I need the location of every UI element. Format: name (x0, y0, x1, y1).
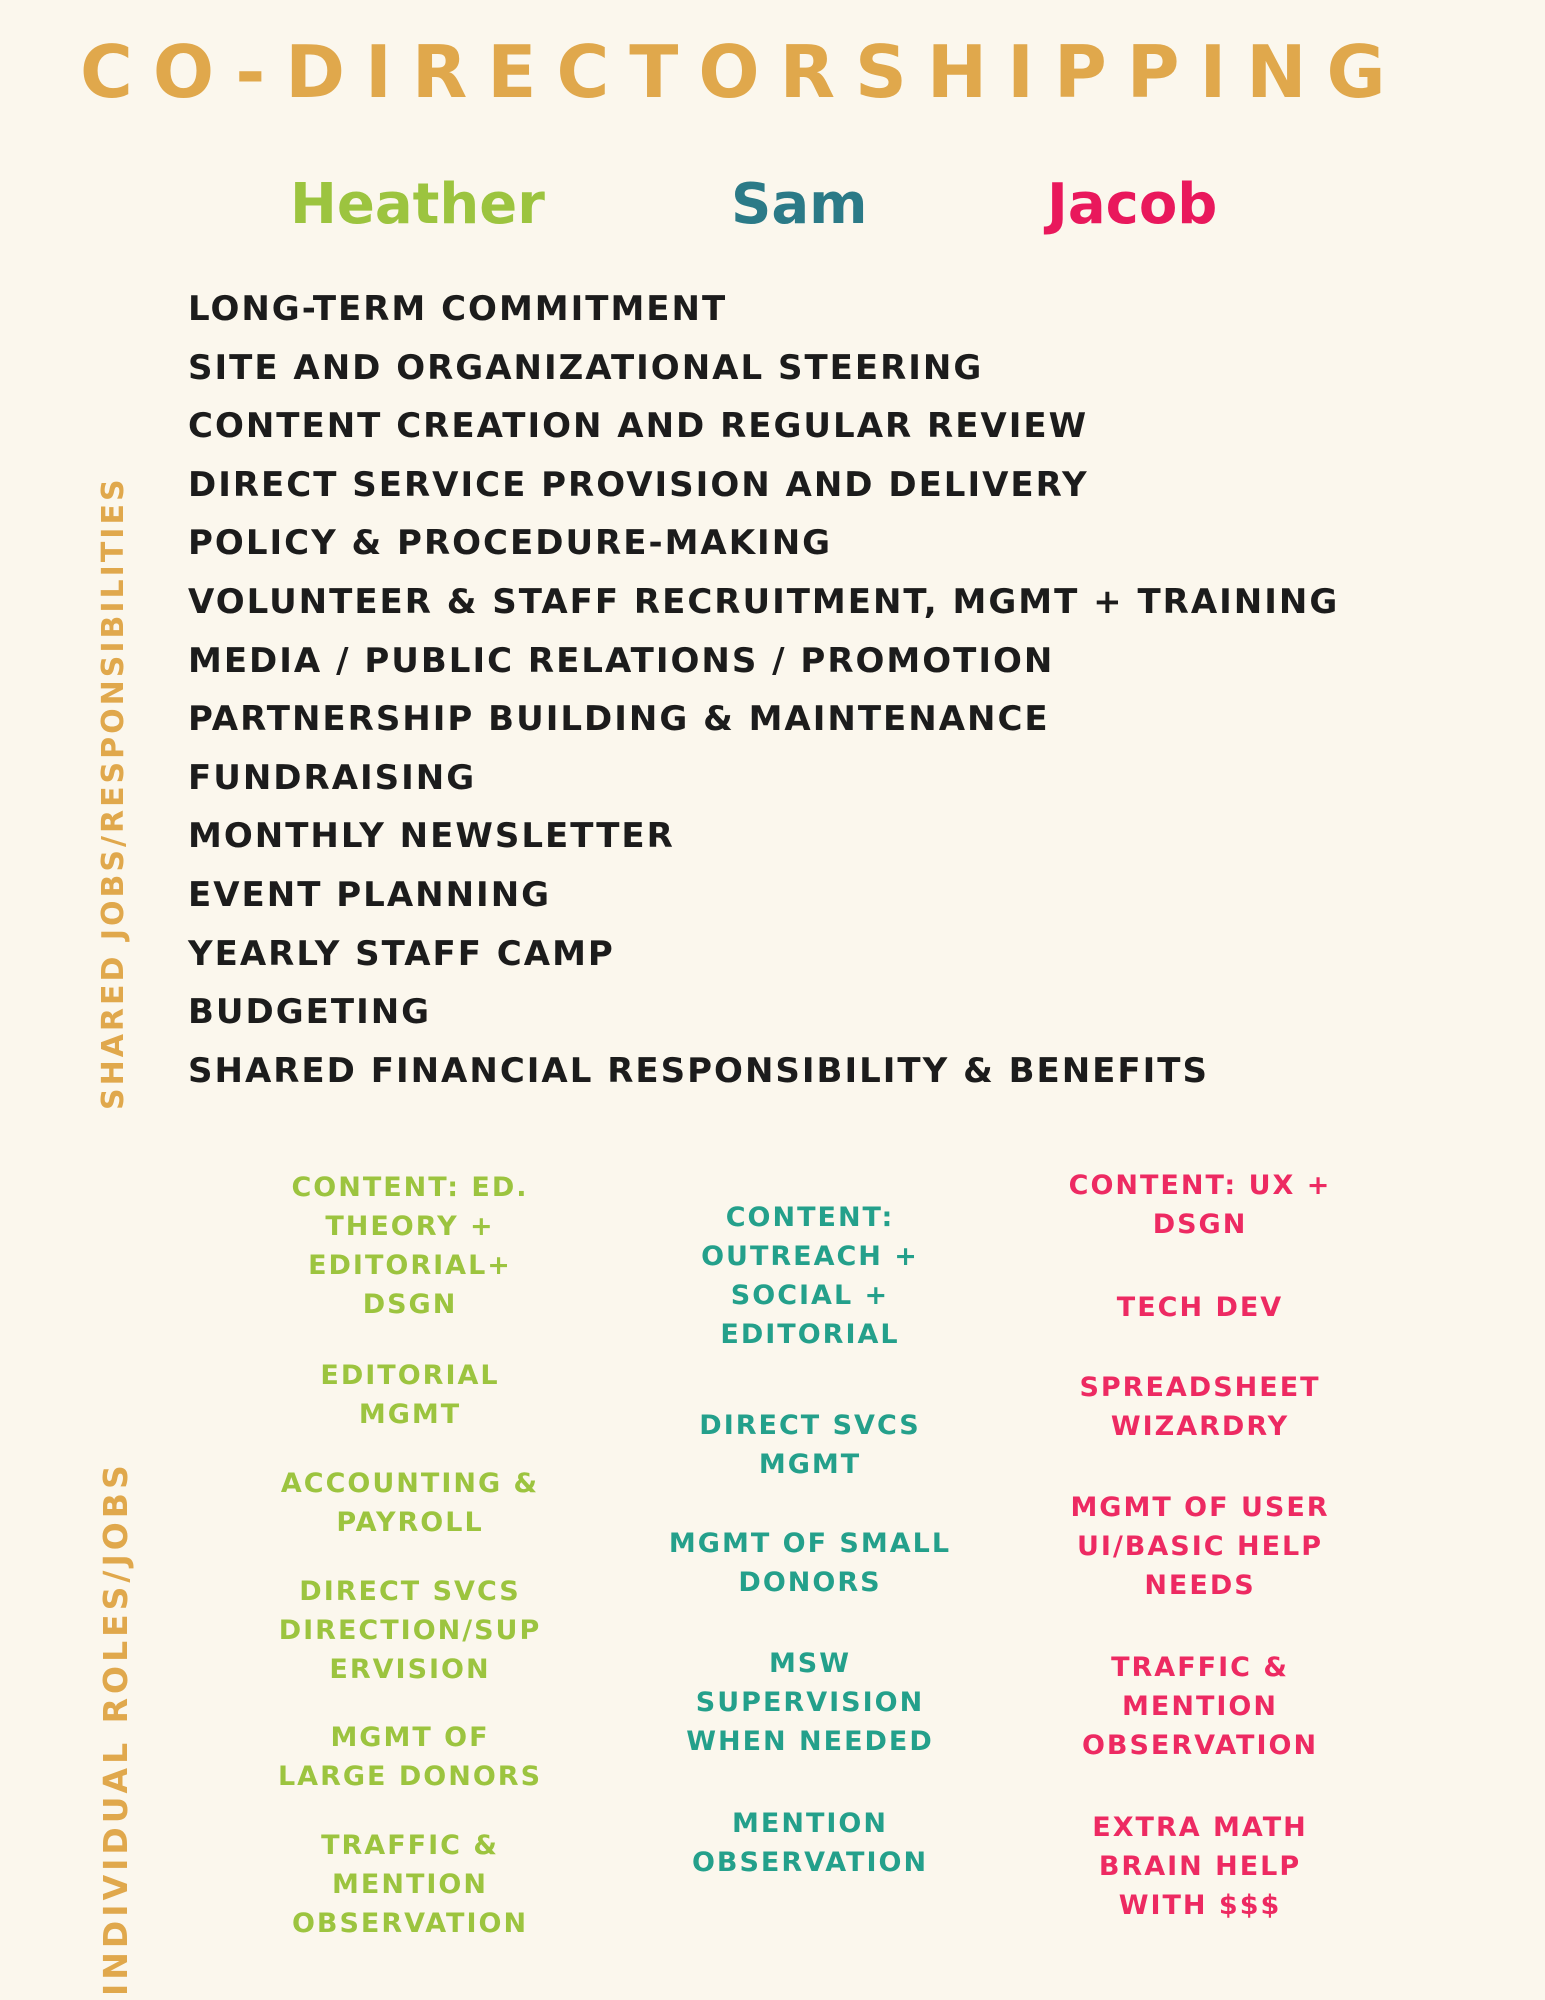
role-line: DONORS (738, 1567, 882, 1598)
role-line: MGMT (758, 1449, 862, 1480)
shared-job-item: YEARLY STAFF CAMP (188, 933, 615, 974)
role-line: WIZARDRY (1110, 1411, 1290, 1442)
shared-job-item: PARTNERSHIP BUILDING & MAINTENANCE (188, 699, 1050, 740)
role-line: OBSERVATION (291, 1908, 529, 1939)
shared-job-item: CONTENT CREATION AND REGULAR REVIEW (188, 406, 1089, 447)
shared-job-item: MEDIA / PUBLIC RELATIONS / PROMOTION (188, 640, 1055, 681)
role-line: SOCIAL + (730, 1280, 890, 1311)
role-line: OBSERVATION (1081, 1730, 1319, 1761)
role-line: BRAIN HELP (1098, 1851, 1302, 1882)
shared-job-item: DIRECT SERVICE PROVISION AND DELIVERY (188, 464, 1089, 505)
shared-jobs-list (188, 280, 1508, 1100)
person-name-sam: Sam (731, 172, 868, 237)
role-item (1030, 1488, 1370, 1605)
shared-job-item: POLICY & PROCEDURE-MAKING (188, 523, 833, 564)
role-line: DSGN (1152, 1209, 1248, 1240)
role-item (1030, 1166, 1370, 1244)
role-item (645, 1524, 975, 1602)
role-line: MGMT OF SMALL (668, 1528, 952, 1559)
role-line: WHEN NEEDED (686, 1726, 934, 1757)
role-line: TRAFFIC & (1111, 1652, 1289, 1683)
shared-job-item: BUDGETING (188, 992, 432, 1033)
role-line: OBSERVATION (691, 1847, 929, 1878)
role-line: PAYROLL (336, 1507, 484, 1538)
role-line: MGMT OF USER (1070, 1492, 1330, 1523)
role-line: CONTENT: (725, 1202, 895, 1233)
role-line: TRAFFIC & (321, 1830, 499, 1861)
role-line: DIRECTION/SUP (278, 1615, 542, 1646)
role-line: THEORY + (325, 1211, 495, 1242)
page-title: CO-DIRECTORSHIPPING (80, 30, 1406, 114)
role-line: DSGN (362, 1289, 458, 1320)
role-item (245, 1464, 575, 1542)
role-item (645, 1198, 975, 1354)
shared-job-item: SHARED FINANCIAL RESPONSIBILITY & BENEFITS (188, 1050, 1209, 1091)
role-line: CONTENT: UX + (1068, 1170, 1332, 1201)
shared-job-item: FUNDRAISING (188, 757, 477, 798)
role-item (1030, 1288, 1370, 1327)
role-item (1030, 1368, 1370, 1446)
role-line: OUTREACH + (701, 1241, 919, 1272)
role-item (1030, 1648, 1370, 1765)
role-line: CONTENT: ED. (291, 1172, 529, 1203)
role-item (245, 1826, 575, 1943)
role-line: SPREADSHEET (1079, 1372, 1321, 1403)
role-line: EDITORIAL (320, 1360, 500, 1391)
shared-job-item: SITE AND ORGANIZATIONAL STEERING (188, 347, 984, 388)
role-item (245, 1572, 575, 1689)
role-line: LARGE DONORS (277, 1761, 543, 1792)
role-line: MENTION (1122, 1691, 1278, 1722)
role-line: EDITORIAL+ (308, 1250, 512, 1281)
role-line: MENTION (732, 1808, 888, 1839)
role-item (645, 1644, 975, 1761)
role-line: UI/BASIC HELP (1076, 1531, 1324, 1562)
shared-section-label: SHARED JOBS/RESPONSIBILITIES (96, 476, 131, 1110)
role-item (245, 1168, 575, 1324)
role-line: EXTRA MATH (1092, 1812, 1308, 1843)
role-line: WITH $$$ (1118, 1890, 1282, 1921)
role-line: NEEDS (1144, 1570, 1256, 1601)
role-line: ERVISION (329, 1654, 491, 1685)
role-line: DIRECT SVCS (299, 1576, 521, 1607)
role-line: ACCOUNTING & (280, 1468, 540, 1499)
role-line: MGMT (358, 1399, 462, 1430)
shared-job-item: VOLUNTEER & STAFF RECRUITMENT, MGMT + TRAINING (188, 581, 1340, 622)
role-item (245, 1356, 575, 1434)
individual-section-label: INDIVIDUAL ROLES/JOBS (96, 1461, 135, 1996)
role-line: MGMT OF (330, 1722, 490, 1753)
role-item (245, 1718, 575, 1796)
person-name-heather: Heather (290, 172, 545, 237)
role-line: DIRECT SVCS (699, 1410, 921, 1441)
shared-job-item: EVENT PLANNING (188, 874, 552, 915)
shared-job-item: MONTHLY NEWSLETTER (188, 816, 675, 857)
role-item (1030, 1808, 1370, 1925)
role-line: MENTION (332, 1869, 488, 1900)
role-item (645, 1804, 975, 1882)
role-line: EDITORIAL (720, 1319, 900, 1350)
shared-job-item: LONG-TERM COMMITMENT (188, 289, 728, 329)
person-name-jacob: Jacob (1047, 172, 1218, 237)
role-line: SUPERVISION (695, 1687, 925, 1718)
role-line: TECH DEV (1116, 1292, 1284, 1323)
role-line: MSW (768, 1648, 852, 1679)
role-item (645, 1406, 975, 1484)
